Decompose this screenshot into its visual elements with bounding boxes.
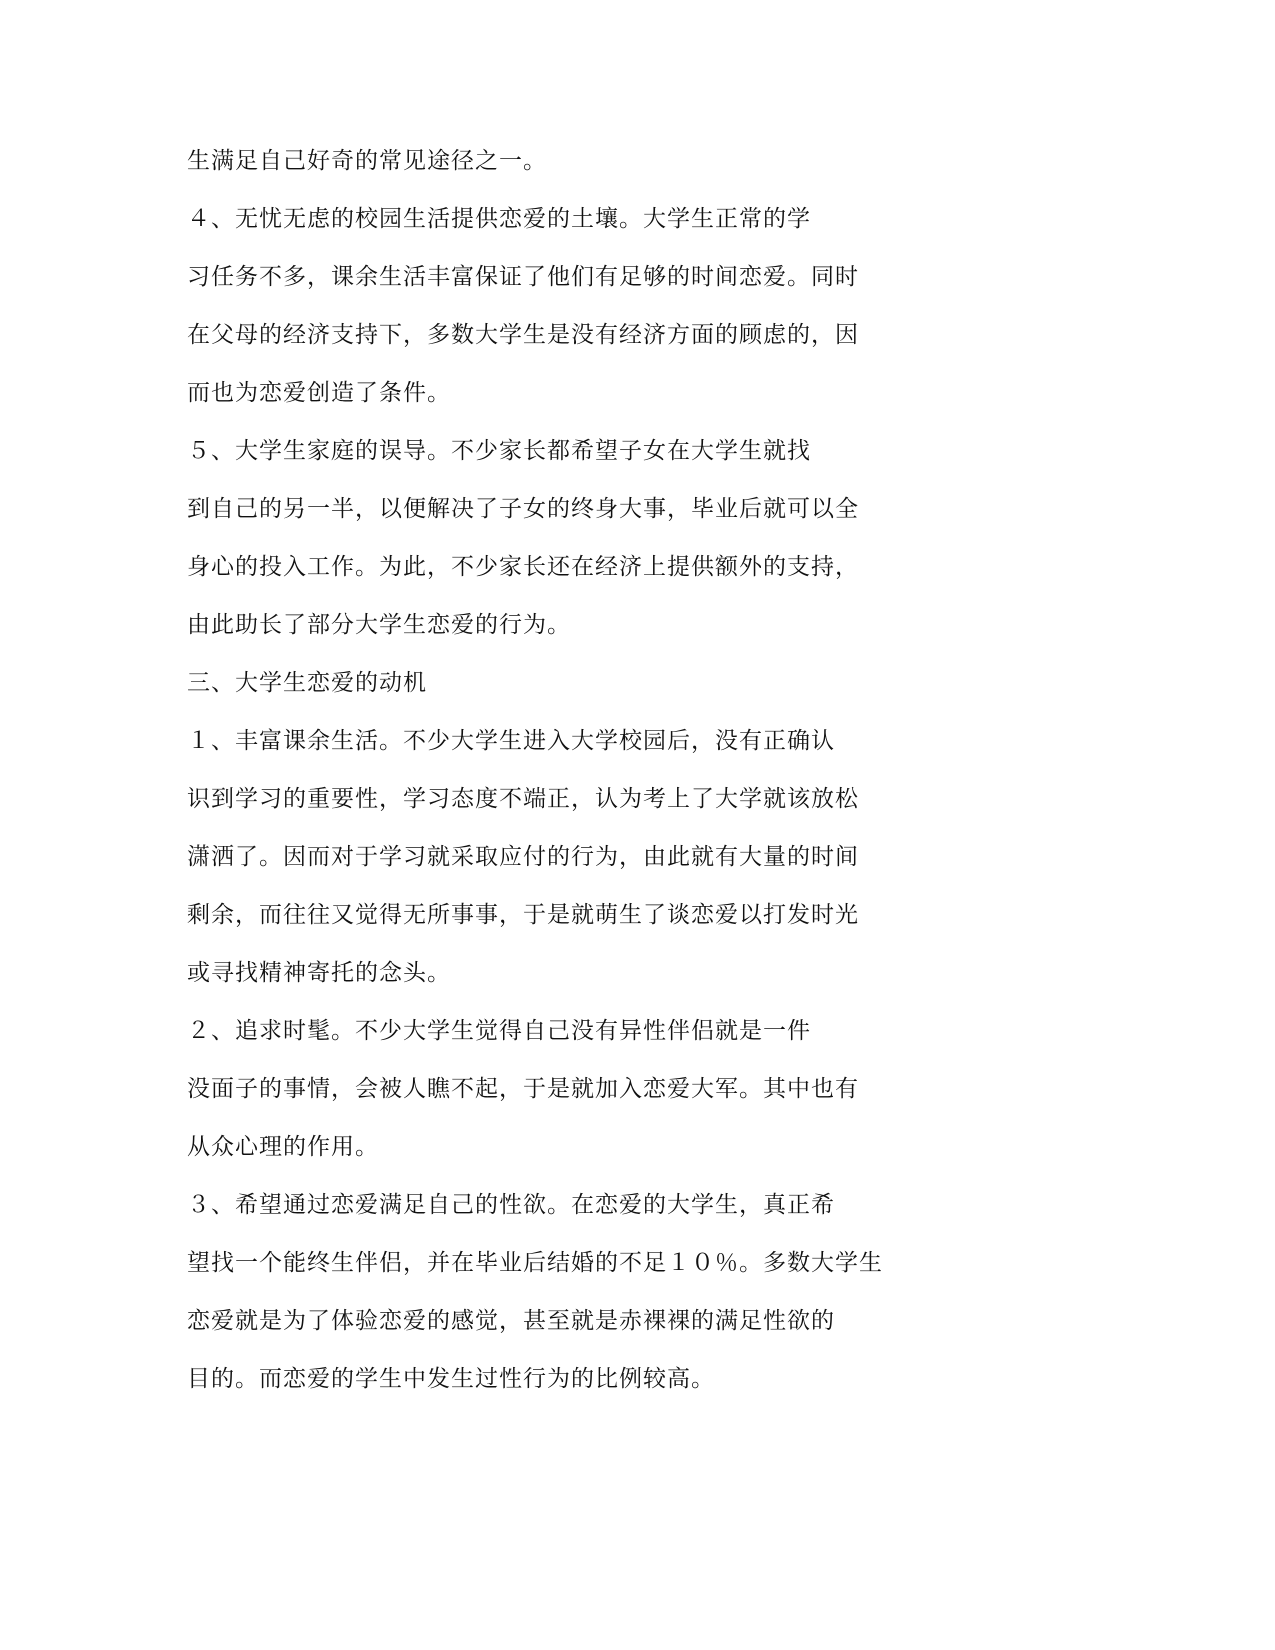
text-line: 从众心理的作用。 (187, 1134, 379, 1160)
text-line: 到自己的另一半，以便解决了子女的终身大事，毕业后就可以全 (187, 496, 859, 522)
text-line: 潇洒了。因而对于学习就采取应付的行为，由此就有大量的时间 (187, 844, 859, 870)
text-line: 识到学习的重要性，学习态度不端正，认为考上了大学就该放松 (187, 786, 859, 812)
text-line: ２、追求时髦。不少大学生觉得自己没有异性伴侣就是一件 (187, 1018, 811, 1044)
text-line: ４、无忧无虑的校园生活提供恋爱的土壤。大学生正常的学 (187, 206, 811, 232)
text-line: 习任务不多，课余生活丰富保证了他们有足够的时间恋爱。同时 (187, 264, 859, 290)
text-line: ５、大学生家庭的误导。不少家长都希望子女在大学生就找 (187, 438, 811, 464)
text-line: 而也为恋爱创造了条件。 (187, 380, 451, 406)
text-line: 目的。而恋爱的学生中发生过性行为的比例较高。 (187, 1366, 715, 1392)
text-line: 由此助长了部分大学生恋爱的行为。 (187, 612, 571, 638)
section-heading: 三、大学生恋爱的动机 (187, 670, 427, 696)
text-line: 恋爱就是为了体验恋爱的感觉，甚至就是赤裸裸的满足性欲的 (187, 1308, 835, 1334)
text-line: 望找一个能终生伴侣，并在毕业后结婚的不足１０％。多数大学生 (187, 1250, 883, 1276)
text-line: １、丰富课余生活。不少大学生进入大学校园后，没有正确认 (187, 728, 835, 754)
text-line: 剩余，而往往又觉得无所事事，于是就萌生了谈恋爱以打发时光 (187, 902, 859, 928)
text-line: ３、希望通过恋爱满足自己的性欲。在恋爱的大学生，真正希 (187, 1192, 835, 1218)
text-line: 没面子的事情，会被人瞧不起，于是就加入恋爱大军。其中也有 (187, 1076, 859, 1102)
text-line: 生满足自己好奇的常见途径之一。 (187, 148, 547, 174)
text-line: 或寻找精神寄托的念头。 (187, 960, 451, 986)
text-line: 在父母的经济支持下，多数大学生是没有经济方面的顾虑的，因 (187, 322, 859, 348)
text-line: 身心的投入工作。为此，不少家长还在经济上提供额外的支持， (187, 554, 859, 580)
